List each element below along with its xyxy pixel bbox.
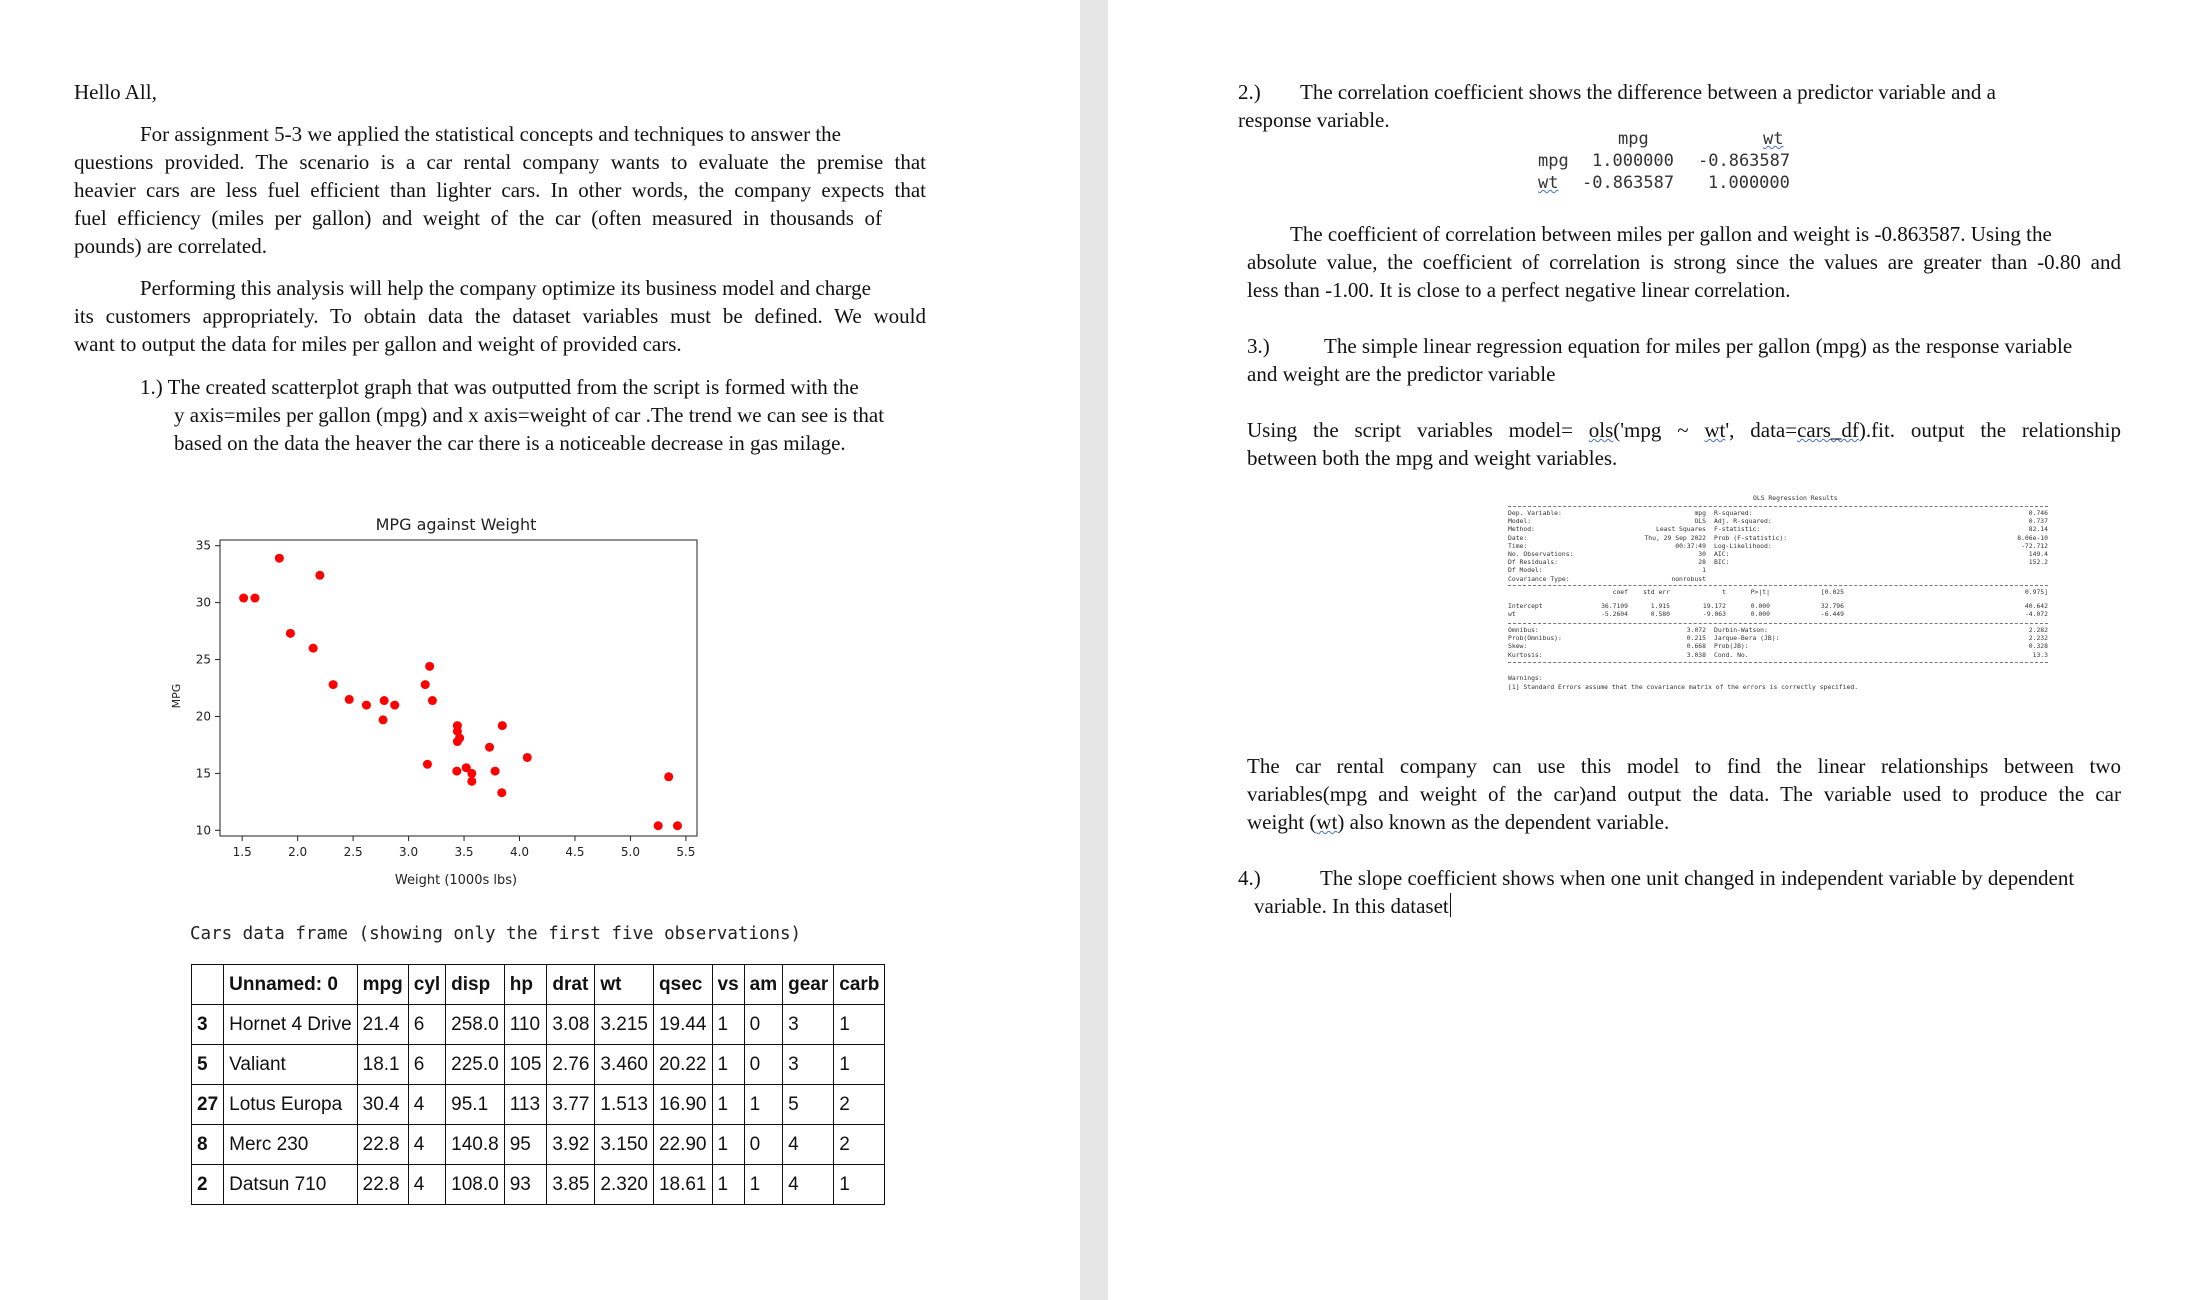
ols-top-value: 0.737 — [2028, 517, 2048, 526]
ols-rule — [1508, 623, 2048, 624]
table-header-cell: cyl — [408, 965, 445, 1005]
table-row — [192, 1045, 885, 1085]
ols-bottom-label: Skew: — [1508, 642, 1528, 651]
table-header-cell: vs — [712, 965, 744, 1005]
data-point — [491, 767, 500, 776]
ols-bottom-value: 0.328 — [2028, 642, 2048, 651]
data-point — [453, 721, 462, 730]
table-cell: 110 — [504, 1005, 547, 1045]
ols-warnings-text: [1] Standard Errors assume that the covariance matrix of the errors is correctly specified. — [1508, 683, 1859, 691]
para2-line2: its customers appropriately. To obtain data the dataset variables must be defined. We would — [74, 304, 926, 328]
ols-top-label: Adj. R-squared: — [1714, 517, 1772, 526]
table-cell: 6 — [408, 1045, 445, 1085]
ols-bottom-label: Kurtosis: — [1508, 650, 1543, 659]
y-tick-label: 25 — [195, 652, 211, 667]
table-header-cell: hp — [504, 965, 547, 1005]
ols-top-label: Df Model: — [1508, 566, 1543, 575]
script-wt: wt — [1704, 418, 1726, 442]
para2-line1: Performing this analysis will help the company optimize its business model and charge — [140, 276, 871, 300]
x-tick-label: 1.5 — [232, 845, 252, 859]
ols-warnings-label: Warnings: — [1508, 674, 1543, 682]
x-tick-label: 3.5 — [454, 845, 474, 859]
corr-col-wt: wt — [1763, 129, 1784, 149]
ols-bottom-label: Omnibus: — [1508, 626, 1539, 634]
corr-col-mpg: mpg — [1618, 129, 1649, 149]
data-point — [239, 594, 248, 603]
table-cell: 1 — [712, 1045, 744, 1085]
ols-bottom-value: 3.072 — [1686, 626, 1706, 634]
table-row — [192, 1165, 885, 1205]
ols-top-value: 8.06e-10 — [2017, 533, 2048, 542]
data-point — [425, 662, 434, 671]
ols-top-label: Method: — [1508, 525, 1535, 534]
table-cell: 4 — [408, 1125, 445, 1165]
ols-top-value: 0.746 — [2028, 509, 2048, 517]
ols-coef-cell: 1.915 — [1650, 602, 1670, 610]
table-cell: 2 — [834, 1125, 885, 1165]
ols-top-value: 152.2 — [2028, 558, 2048, 567]
corr-row-mpg: mpg — [1538, 151, 1569, 171]
x-axis-ticks — [233, 836, 696, 859]
corr-para-line3: less than -1.00. It is close to a perfect negative linear correlation. — [1247, 278, 1791, 302]
table-cell: 6 — [408, 1005, 445, 1045]
data-point — [485, 743, 494, 752]
table-cell: 2.76 — [547, 1045, 595, 1085]
table-header-cell: mpg — [357, 965, 408, 1005]
ols-coef-cell: 0.000 — [1750, 610, 1770, 619]
data-point — [654, 821, 663, 830]
data-point — [467, 777, 476, 786]
table-cell: 1 — [712, 1165, 744, 1205]
ols-coef-cell: wt — [1508, 610, 1516, 619]
table-cell: 16.90 — [653, 1085, 712, 1125]
table-cell: 21.4 — [357, 1005, 408, 1045]
ols-coef-cell: -5.2604 — [1601, 610, 1628, 619]
ols-top-value: -72.712 — [2021, 541, 2048, 550]
ols-coef-cell: -9.063 — [1702, 610, 1726, 619]
ols-top-value: 82.14 — [2028, 525, 2048, 534]
script-text-d: ).fit. output the relationship — [1858, 418, 2121, 442]
table-header-cell: disp — [446, 965, 505, 1005]
x-tick-label: 4.5 — [565, 845, 585, 859]
mpg-vs-weight-scatter-chart — [160, 500, 720, 900]
data-point — [428, 696, 437, 705]
ols-coef-cell: -6.449 — [1820, 610, 1844, 619]
ols-top-label: Df Residuals: — [1508, 558, 1559, 567]
table-caption: Cars data frame (showing only the first five observations) — [190, 924, 802, 944]
item3-text: The simple linear regression equation for miles per gallon (mpg) as the response variable — [1324, 334, 2073, 358]
script-text-a: Using the script variables model= — [1247, 418, 1589, 442]
table-cell: 22.8 — [357, 1165, 408, 1205]
table-cell: 3.150 — [595, 1125, 654, 1165]
x-tick-label: 5.5 — [676, 845, 696, 859]
table-cell: 95 — [504, 1125, 547, 1165]
data-point — [315, 571, 324, 580]
x-tick-label: 4.0 — [509, 845, 530, 859]
y-tick-label: 35 — [195, 538, 211, 553]
item1-line1: 1.) The created scatterplot graph that was outputted from the script is formed with the — [140, 375, 859, 399]
ols-coef-header: t — [1722, 588, 1726, 596]
table-cell: 140.8 — [446, 1125, 505, 1165]
item1-line2: y axis=miles per gallon (mpg) and x axis=weight of car .The trend we can see is that — [174, 403, 885, 427]
ols-bottom-label: Prob(JB): — [1714, 642, 1749, 651]
corr-wt-wt: 1.000000 — [1708, 173, 1790, 193]
x-tick-label: 2.5 — [343, 845, 363, 859]
table-cell: 3.92 — [547, 1125, 595, 1165]
ols-top-label: BIC: — [1714, 558, 1730, 567]
table-body — [192, 1005, 885, 1205]
table-cell: 1.513 — [595, 1085, 654, 1125]
ols-top-value: Thu, 29 Sep 2022 — [1644, 533, 1706, 542]
item2-text: The correlation coefficient shows the difference between a predictor variable and a — [1300, 80, 1996, 104]
data-point — [329, 680, 338, 689]
ols-top-label: Covariance Type: — [1508, 574, 1570, 583]
table-header-cell: carb — [834, 965, 885, 1005]
ols-top-label: AIC: — [1714, 550, 1730, 558]
table-cell: 1 — [712, 1125, 744, 1165]
y-axis-label: MPG — [170, 683, 183, 709]
ols-coef-cell: 40.642 — [2024, 602, 2048, 610]
ols-rule — [1508, 506, 2048, 507]
table-row — [192, 1005, 885, 1045]
ols-bottom-value: 0.215 — [1686, 634, 1706, 643]
y-tick-label: 15 — [195, 766, 211, 781]
data-point — [380, 696, 389, 705]
ols-top-label: R-squared: — [1714, 509, 1753, 517]
table-cell: 1 — [744, 1165, 782, 1205]
data-point — [286, 629, 295, 638]
script-para-line2: between both the mpg and weight variables. — [1247, 446, 1618, 470]
item4-line2[interactable] — [1254, 892, 1451, 920]
data-point — [309, 644, 318, 653]
table-cell: 0 — [744, 1045, 782, 1085]
item2-number: 2.) — [1238, 80, 1261, 104]
item4-line2-text: variable. In this dataset — [1254, 894, 1449, 918]
ols-bottom-label: Jarque-Bera (JB): — [1714, 634, 1780, 643]
table-index-cell: 2 — [192, 1165, 224, 1205]
ols-coef-cell: 19.172 — [1702, 602, 1726, 610]
ols-bottom-value: 13.3 — [2032, 650, 2048, 659]
ols-top-value: 00:37:49 — [1675, 541, 1706, 550]
ols-top-value: 30 — [1698, 550, 1706, 558]
ols-coef-cell: 0.000 — [1750, 602, 1770, 610]
script-cars-df: cars_df — [1797, 418, 1859, 442]
y-tick-label: 20 — [195, 709, 211, 724]
script-text-c: ', data= — [1725, 418, 1798, 442]
ols-bottom-value: 3.038 — [1686, 650, 1706, 659]
ols-bottom-value: 2.232 — [2028, 634, 2048, 643]
table-cell: 1 — [744, 1085, 782, 1125]
data-point — [497, 788, 506, 797]
greeting: Hello All, — [74, 80, 157, 104]
ols-coef-header: 0.975] — [2024, 588, 2048, 596]
ols-regression-summary — [1508, 494, 2048, 750]
y-axis-ticks — [196, 539, 220, 838]
ols-top-label: F-statistic: — [1714, 525, 1761, 534]
x-tick-label: 3.0 — [399, 845, 419, 859]
y-tick-label: 30 — [195, 595, 211, 610]
table-cell: 1 — [712, 1005, 744, 1045]
table-cell: 1 — [834, 1045, 885, 1085]
cars-data-table — [191, 964, 885, 1205]
table-cell: 3.08 — [547, 1005, 595, 1045]
table-cell: 3.460 — [595, 1045, 654, 1085]
table-cell: Valiant — [224, 1045, 358, 1085]
text-cursor — [1450, 893, 1452, 917]
table-cell: 22.8 — [357, 1125, 408, 1165]
ols-coef-cell: Intercept — [1508, 602, 1543, 610]
table-cell: 4 — [408, 1165, 445, 1205]
corr-mpg-mpg: 1.000000 — [1592, 151, 1674, 171]
ols-top-value: nonrobust — [1671, 574, 1706, 583]
table-cell: 0 — [744, 1125, 782, 1165]
table-cell: 4 — [408, 1085, 445, 1125]
table-cell: 4 — [783, 1165, 834, 1205]
para1-line5: pounds) are correlated. — [74, 234, 267, 258]
table-cell: 1 — [834, 1005, 885, 1045]
table-header-cell: qsec — [653, 965, 712, 1005]
ols-top-value: Least Squares — [1655, 525, 1706, 534]
ols-coef-header: std err — [1643, 588, 1670, 596]
item2-line2: response variable. — [1238, 108, 1390, 132]
ols-coef-header: [0.025 — [1820, 588, 1844, 596]
x-tick-label: 2.0 — [288, 845, 308, 859]
table-cell: 1 — [834, 1165, 885, 1205]
ols-top-label: Prob (F-statistic): — [1714, 533, 1788, 542]
data-point — [452, 767, 461, 776]
table-cell: 225.0 — [446, 1045, 505, 1085]
data-point — [523, 753, 532, 762]
data-point — [379, 715, 388, 724]
y-tick-label: 10 — [195, 823, 211, 838]
table-row — [192, 1085, 885, 1125]
table-header-cell: drat — [547, 965, 595, 1005]
table-cell: 3 — [783, 1045, 834, 1085]
item3-line2: and weight are the predictor variable — [1247, 362, 1556, 386]
chart-title: MPG against Weight — [375, 515, 537, 534]
model-para-line1: The car rental company can use this model to find the linear relationships between two — [1247, 754, 2121, 778]
item3-number: 3.) — [1247, 334, 1270, 358]
table-header-cell: wt — [595, 965, 654, 1005]
para1-line3: heavier cars are less fuel efficient than lighter cars. In other words, the company expects that — [74, 178, 926, 202]
table-cell: 5 — [783, 1085, 834, 1125]
ols-coef-header: coef — [1612, 588, 1628, 596]
ols-top-label: Model: — [1508, 517, 1532, 526]
table-cell: 3.215 — [595, 1005, 654, 1045]
plot-area — [220, 540, 697, 836]
table-cell: Hornet 4 Drive — [224, 1005, 358, 1045]
corr-row-wt: wt — [1538, 173, 1559, 193]
table-cell: 2 — [834, 1085, 885, 1125]
ols-top-label: Date: — [1508, 533, 1528, 542]
table-cell: Datsun 710 — [224, 1165, 358, 1205]
ols-bottom-value: 0.668 — [1686, 642, 1706, 651]
para2-line3: want to output the data for miles per gallon and weight of provided cars. — [74, 332, 682, 356]
model-wt: wt — [1316, 810, 1338, 834]
x-axis-label: Weight (1000s lbs) — [394, 873, 518, 888]
table-cell: 3.85 — [547, 1165, 595, 1205]
script-para-line1 — [1247, 416, 2121, 444]
data-point — [498, 721, 507, 730]
table-cell: 19.44 — [653, 1005, 712, 1045]
x-tick-label: 5.0 — [620, 845, 640, 859]
ols-bottom-value: 2.282 — [2028, 626, 2048, 634]
table-header-cell — [192, 965, 224, 1005]
table-cell: 3.77 — [547, 1085, 595, 1125]
table-cell: 108.0 — [446, 1165, 505, 1205]
ols-top-label: Time: — [1508, 541, 1528, 550]
ols-coef-cell: 32.796 — [1820, 602, 1844, 610]
ols-top-value: 149.4 — [2028, 550, 2048, 558]
table-cell: 1 — [712, 1085, 744, 1125]
corr-para-line2: absolute value, the coefficient of correlation is strong since the values are greater than -0.80 and — [1247, 250, 2121, 274]
ols-coef-header: P>|t| — [1750, 588, 1770, 596]
table-cell: 3 — [783, 1005, 834, 1045]
data-point — [467, 769, 476, 778]
table-cell: 258.0 — [446, 1005, 505, 1045]
data-point — [275, 554, 284, 563]
corr-mpg-wt: -0.863587 — [1698, 151, 1791, 171]
table-cell: Merc 230 — [224, 1125, 358, 1165]
table-header-row — [192, 965, 885, 1005]
table-header-cell: gear — [783, 965, 834, 1005]
table-index-cell: 8 — [192, 1125, 224, 1165]
item1-line3: based on the data the heaver the car there is a noticeable decrease in gas milage. — [174, 431, 846, 455]
data-point — [673, 821, 682, 830]
table-cell: 18.1 — [357, 1045, 408, 1085]
item4-text: The slope coefficient shows when one unit changed in independent variable by dependent — [1320, 866, 2075, 890]
script-text-b: ('mpg ~ — [1613, 418, 1705, 442]
data-point — [421, 680, 430, 689]
para1-line1: For assignment 5-3 we applied the statistical concepts and techniques to answer the — [140, 122, 841, 146]
model-para-line3 — [1247, 808, 1669, 836]
table-cell: 113 — [504, 1085, 547, 1125]
item4-number: 4.) — [1238, 866, 1261, 890]
table-cell: 105 — [504, 1045, 547, 1085]
table-cell: 30.4 — [357, 1085, 408, 1125]
table-cell: Lotus Europa — [224, 1085, 358, 1125]
document-page-right — [1108, 0, 2207, 1300]
table-cell: 93 — [504, 1165, 547, 1205]
ols-top-label: No. Observations: — [1508, 550, 1574, 558]
table-cell: 22.90 — [653, 1125, 712, 1165]
ols-top-label: Log-Likelihood: — [1714, 541, 1772, 550]
ols-coef-cell: 0.580 — [1650, 610, 1670, 619]
ols-top-label: Dep. Variable: — [1508, 509, 1562, 517]
data-point — [362, 701, 371, 710]
ols-bottom-label: Cond. No. — [1714, 650, 1749, 659]
table-cell: 20.22 — [653, 1045, 712, 1085]
para1-line4: fuel efficiency (miles per gallon) and weight of the car (often measured in thousands of — [74, 206, 882, 230]
ols-bottom-label: Durbin-Watson: — [1714, 626, 1768, 634]
table-header-cell: Unnamed: 0 — [224, 965, 358, 1005]
table-row — [192, 1125, 885, 1165]
table-cell: 2.320 — [595, 1165, 654, 1205]
ols-title: OLS Regression Results — [1753, 494, 1838, 502]
ols-top-value: 28 — [1698, 558, 1706, 567]
model-para-line2: variables(mpg and weight of the car)and output the data. The variable used to produce the car — [1247, 782, 2121, 806]
ols-top-value: 1 — [1702, 566, 1706, 575]
data-point — [390, 701, 399, 710]
para1-line2: questions provided. The scenario is a car rental company wants to evaluate the premise that — [74, 150, 926, 174]
ols-coef-cell: 36.7109 — [1601, 602, 1628, 610]
ols-top-value: OLS — [1694, 517, 1706, 526]
data-point — [453, 737, 462, 746]
model-text-a: weight ( — [1247, 810, 1317, 834]
corr-wt-mpg: -0.863587 — [1582, 173, 1675, 193]
table-header-cell: am — [744, 965, 782, 1005]
table-cell: 0 — [744, 1005, 782, 1045]
data-point — [250, 594, 259, 603]
table-cell: 95.1 — [446, 1085, 505, 1125]
table-cell: 18.61 — [653, 1165, 712, 1205]
page-gutter — [1080, 0, 1108, 1300]
ols-rule — [1508, 662, 2048, 663]
document-page-left — [0, 0, 1080, 1300]
script-ols: ols — [1588, 418, 1614, 442]
data-point — [664, 772, 673, 781]
table-index-cell: 3 — [192, 1005, 224, 1045]
ols-bottom-label: Prob(Omnibus): — [1508, 634, 1562, 643]
corr-para-line1: The coefficient of correlation between miles per gallon and weight is -0.863587. Using the — [1290, 222, 2052, 246]
data-point — [345, 695, 354, 704]
table-index-cell: 5 — [192, 1045, 224, 1085]
table-cell: 4 — [783, 1125, 834, 1165]
ols-top-value: mpg — [1694, 509, 1706, 517]
ols-coef-cell: -4.072 — [2024, 610, 2048, 619]
data-point — [423, 760, 432, 769]
ols-rule — [1508, 585, 2048, 586]
model-text-b: ) also known as the dependent variable. — [1337, 810, 1670, 834]
table-index-cell: 27 — [192, 1085, 224, 1125]
